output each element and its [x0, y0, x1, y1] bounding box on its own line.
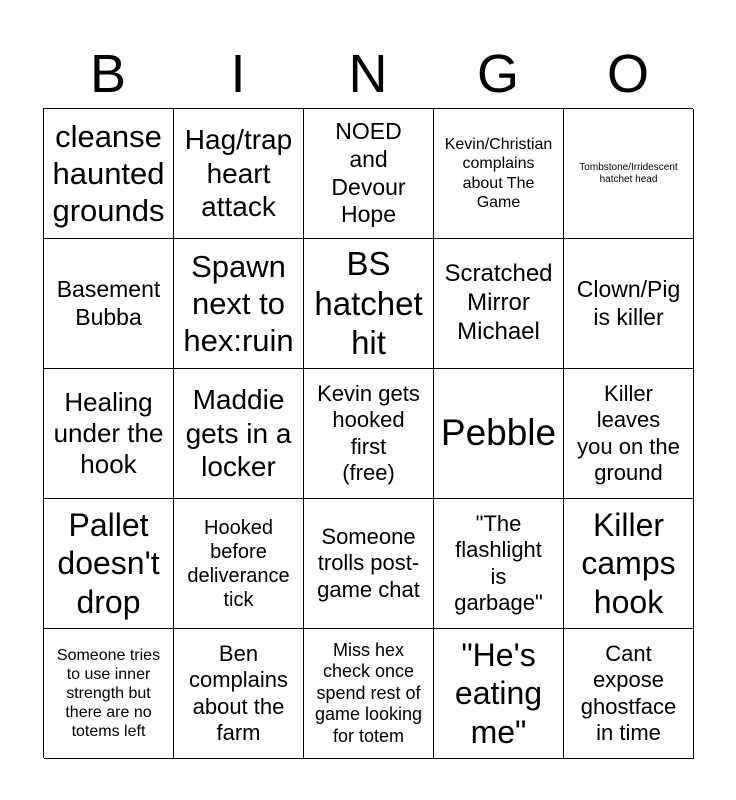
- bingo-cell[interactable]: NOED and Devour Hope: [304, 109, 434, 239]
- bingo-cell[interactable]: Maddie gets in a locker: [174, 369, 304, 499]
- bingo-cell[interactable]: Pallet doesn't drop: [44, 499, 174, 629]
- header-letter-o: O: [606, 44, 649, 104]
- bingo-cell[interactable]: Basement Bubba: [44, 239, 174, 369]
- bingo-cell[interactable]: Ben complains about the farm: [174, 629, 304, 759]
- bingo-header: [43, 40, 693, 108]
- bingo-cell[interactable]: "The flashlight is garbage": [434, 499, 564, 629]
- header-letter-g: G: [476, 44, 519, 104]
- bingo-cell[interactable]: Scratched Mirror Michael: [434, 239, 564, 369]
- header-letter-b: B: [89, 44, 127, 104]
- bingo-cell[interactable]: BS hatchet hit: [304, 239, 434, 369]
- header-letter-i: I: [230, 44, 246, 104]
- bingo-cell[interactable]: Hooked before deliverance tick: [174, 499, 304, 629]
- bingo-cell[interactable]: Someone trolls post- game chat: [304, 499, 434, 629]
- header-letter-n: N: [348, 44, 388, 104]
- bingo-cell[interactable]: Clown/Pig is killer: [564, 239, 694, 369]
- bingo-cell[interactable]: cleanse haunted grounds: [44, 109, 174, 239]
- bingo-cell[interactable]: Cant expose ghostface in time: [564, 629, 694, 759]
- bingo-cell[interactable]: Miss hex check once spend rest of game looking for totem: [304, 629, 434, 759]
- bingo-cell[interactable]: Tombstone/Irridescent hatchet head: [564, 109, 694, 239]
- bingo-cell[interactable]: Killer camps hook: [564, 499, 694, 629]
- bingo-cell[interactable]: Hag/trap heart attack: [174, 109, 304, 239]
- bingo-cell[interactable]: Healing under the hook: [44, 369, 174, 499]
- bingo-cell[interactable]: "He's eating me": [434, 629, 564, 759]
- bingo-cell[interactable]: Pebble: [434, 369, 564, 499]
- bingo-cell[interactable]: Kevin gets hooked first (free): [304, 369, 434, 499]
- bingo-cell[interactable]: Someone tries to use inner strength but there are no totems left: [44, 629, 174, 759]
- bingo-cell[interactable]: Kevin/Christian complains about The Game: [434, 109, 564, 239]
- bingo-cell[interactable]: Spawn next to hex:ruin: [174, 239, 304, 369]
- bingo-cell[interactable]: Killer leaves you on the ground: [564, 369, 694, 499]
- bingo-grid: [43, 108, 693, 758]
